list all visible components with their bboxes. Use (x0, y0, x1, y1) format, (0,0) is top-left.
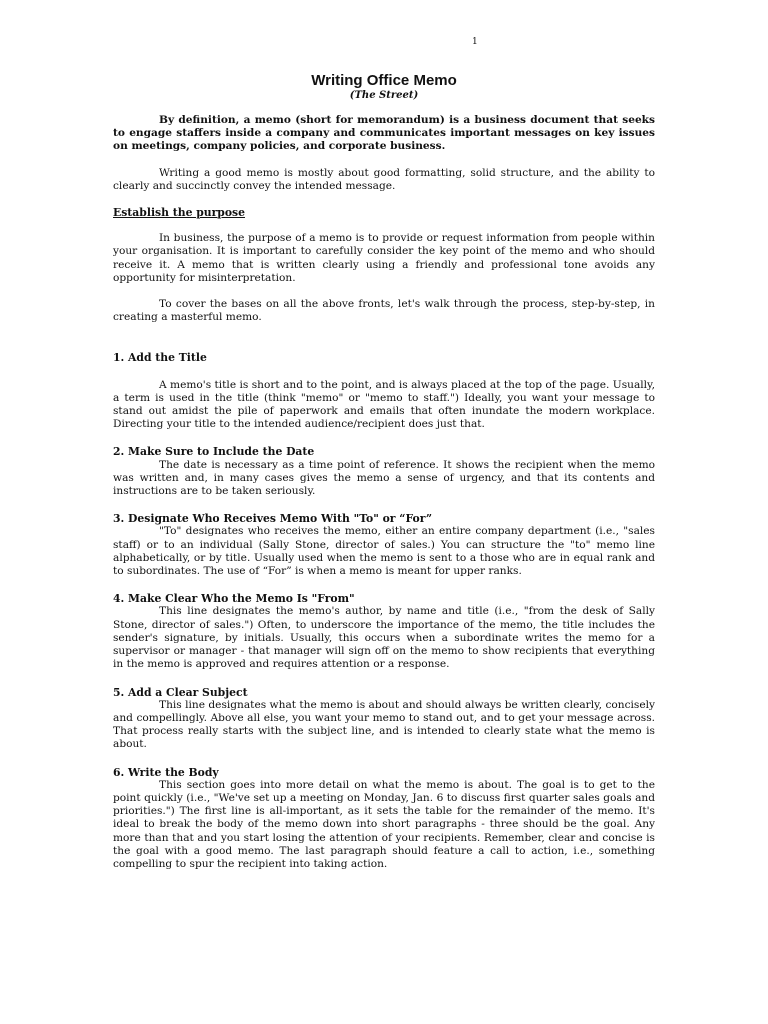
section-body-date: The date is necessary as a time point of reference. It shows the recipient when the memo was written and, in many cases gives the memo a sense of urgency, and that its contents and instructions are to be taken seriously. (113, 458, 655, 498)
section-heading-body: 6. Write the Body (113, 765, 219, 779)
section-heading-title: 1. Add the Title (113, 351, 207, 365)
section-heading-from: 4. Make Clear Who the Memo Is "From" (113, 592, 355, 606)
document-body (113, 114, 655, 871)
section-body-to: "To" designates who receives the memo, either an entire company department (i.e., "sales staff) or to an individual (Sally Stone, director of sales.) You can structure the "to" memo line alphabetically, or by title. Usually used when the memo is sent to a those who are in equal rank and to subordinates. The use of “For” is when a memo is meant for upper ranks. (113, 525, 655, 578)
purpose-heading: Establish the purpose (113, 206, 245, 220)
section-body-from: This line designates the memo's author, by name and title (i.e., "from the desk of Sally Stone, director of sales.") Often, to underscore the importance of the memo, the title includes the sender's signature, by initials. Usually, this occurs when a subordinate writes the memo for a supervisor or manager - that manager will sign off on the memo to show recipients that everything in the memo is approved and requires attention or a response. (113, 605, 655, 671)
document-subtitle: (The Street) (349, 90, 419, 101)
document-title: Writing Office Memo (311, 72, 457, 89)
section-body-title: A memo's title is short and to the point, and is always placed at the top of the page. Usually, a term is used in the title (think "memo" or "memo to staff.") Ideally, you want your message to stand out amidst the pile of paperwork and emails that often inundate the modern workplace. Directing your title to the intended audience/recipient does just that. (113, 378, 655, 431)
walkthrough-paragraph: To cover the bases on all the above fronts, let's walk through the process, step-by-step, in creating a masterful memo. (113, 298, 655, 324)
section-body-subject: This line designates what the memo is about and should always be written clearly, concisely and compellingly. Above all else, you want your memo to stand out, and to get your message across. That process really starts with the subject line, and is intended to clearly state what the memo is about. (113, 698, 655, 751)
section-heading-subject: 5. Add a Clear Subject (113, 685, 248, 699)
purpose-paragraph: In business, the purpose of a memo is to provide or request information from people within your organisation. It is important to carefully consider the key point of the memo and who should receive it. A memo that is written clearly using a friendly and professional tone avoids any opportunity for misinterpretation. (113, 232, 655, 284)
page-number: 1 (472, 37, 478, 47)
section-heading-to: 3. Designate Who Receives Memo With "To" or “For” (113, 512, 433, 526)
section-body-body: This section goes into more detail on what the memo is about. The goal is to get to the point quickly (i.e., "We've set up a meeting on Monday, Jan. 6 to discuss first quarter sales goals and priorities.") The first line is all-important, as it sets the table for the remainder of the memo. It's ideal to break the body of the memo down into short paragraphs - three should be the goal. Any more than that and you start losing the attention of your recipients. Remember, clear and concise is the goal with a good memo. The last paragraph should feature a call to action, i.e., something compelling to spur the recipient into taking action. (113, 778, 655, 870)
section-heading-date: 2. Make Sure to Include the Date (113, 445, 315, 459)
intro-good-memo: Writing a good memo is mostly about good formatting, solid structure, and the ability to clearly and succinctly convey the intended message. (113, 166, 655, 192)
intro-definition: By definition, a memo (short for memorandum) is a business document that seeks to engage staffers inside a company and communicates important messages on key issues on meetings, company policies, and corporate business. (113, 114, 655, 153)
